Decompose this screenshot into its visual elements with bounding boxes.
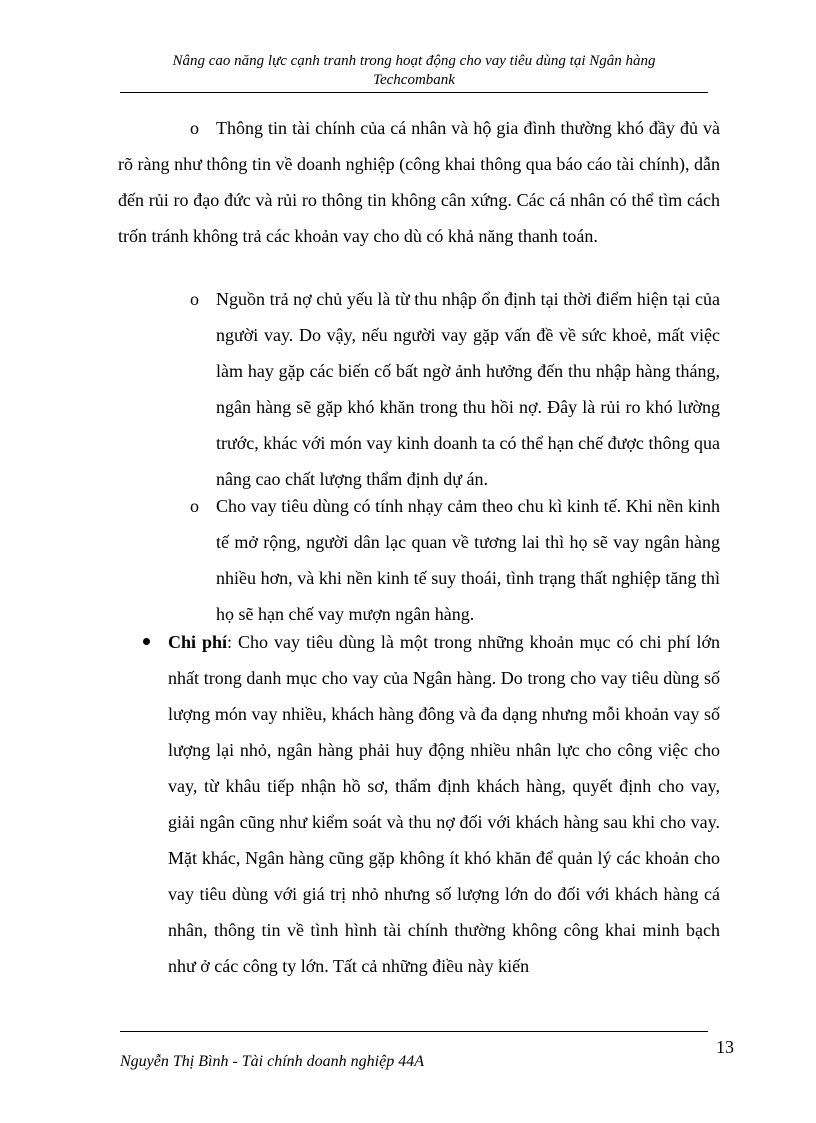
paragraph-repayment-source: Nguồn trả nợ chủ yếu là từ thu nhập ổn định tại thời điểm hiện tại của người vay. Do vậy, nếu người vay gặp vấn đề về sức khoẻ, mất việc làm hay gặp các biến cố bất ngờ ảnh hưởng đến thu nhập hàng tháng, ngân hàng sẽ gặp khó khăn trong thu hồi nợ. Đây là rủi ro khó lường trước, khác với món vay kinh doanh ta có thể hạn chế được thông qua nâng cao chất lượng thẩm định dự án.	[216, 289, 720, 489]
term-cost: Chi phí	[168, 632, 228, 652]
bullet-dot-icon	[143, 638, 150, 645]
footer-author: Nguyễn Thị Bình - Tài chính doanh nghiệp 44A	[120, 1053, 424, 1070]
paragraph-cost-text: : Cho vay tiêu dùng là một trong những khoản mục có chi phí lớn nhất trong danh mục cho vay của Ngân hàng. Do trong cho vay tiêu dùng số lượng món vay nhiều, khách hàng đông và đa dạng nhưng mỗi khoản vay số lượng lại nhỏ, ngân hàng phải huy động nhiều nhân lực cho công việc cho vay, từ khâu tiếp nhận hồ sơ, thẩm định khách hàng, quyết định cho vay, giải ngân cũng như kiểm soát và thu nợ đối với khách hàng sau khi cho vay. Mặt khác, Ngân hàng cũng gặp không ít khó khăn để quản lý các khoản cho vay tiêu dùng với giá trị nhỏ nhưng số lượng lớn do đối với khách hàng cá nhân, thông tin về tình hình tài chính thường không công khai minh bạch như ở các công ty lớn. Tất cả những điều này kiến	[168, 632, 720, 976]
footer-divider	[120, 1031, 708, 1032]
sub-bullet-marker: o	[190, 289, 199, 309]
paragraph-cost	[168, 624, 720, 984]
header-title-line-1: Nâng cao năng lực cạnh tranh trong hoạt động cho vay tiêu dùng tại Ngân hàng	[172, 53, 656, 69]
header-title-line-2: Techcombank	[373, 72, 455, 88]
page-number: 13	[716, 1037, 734, 1057]
sub-bullet-marker: o	[190, 496, 199, 516]
sub-bullet-marker: o	[190, 118, 199, 138]
paragraph-financial-information: Thông tin tài chính của cá nhân và hộ gia đình thường khó đầy đủ và rõ ràng như thông tin về doanh nghiệp (công khai thông qua báo cáo tài chính), dẫn đến rủi ro đạo đức và rủi ro thông tin không cân xứng. Các cá nhân có thể tìm cách trốn tránh không trả các khoản vay cho dù có khả năng thanh toán.	[118, 118, 720, 246]
paragraph-economic-cycle: Cho vay tiêu dùng có tính nhạy cảm theo chu kì kinh tế. Khi nền kinh tế mở rộng, người dân lạc quan về tương lai thì họ sẽ vay ngân hàng nhiều hơn, và khi nền kinh tế suy thoái, tình trạng thất nghiệp tăng thì họ sẽ hạn chế vay mượn ngân hàng.	[216, 496, 720, 624]
